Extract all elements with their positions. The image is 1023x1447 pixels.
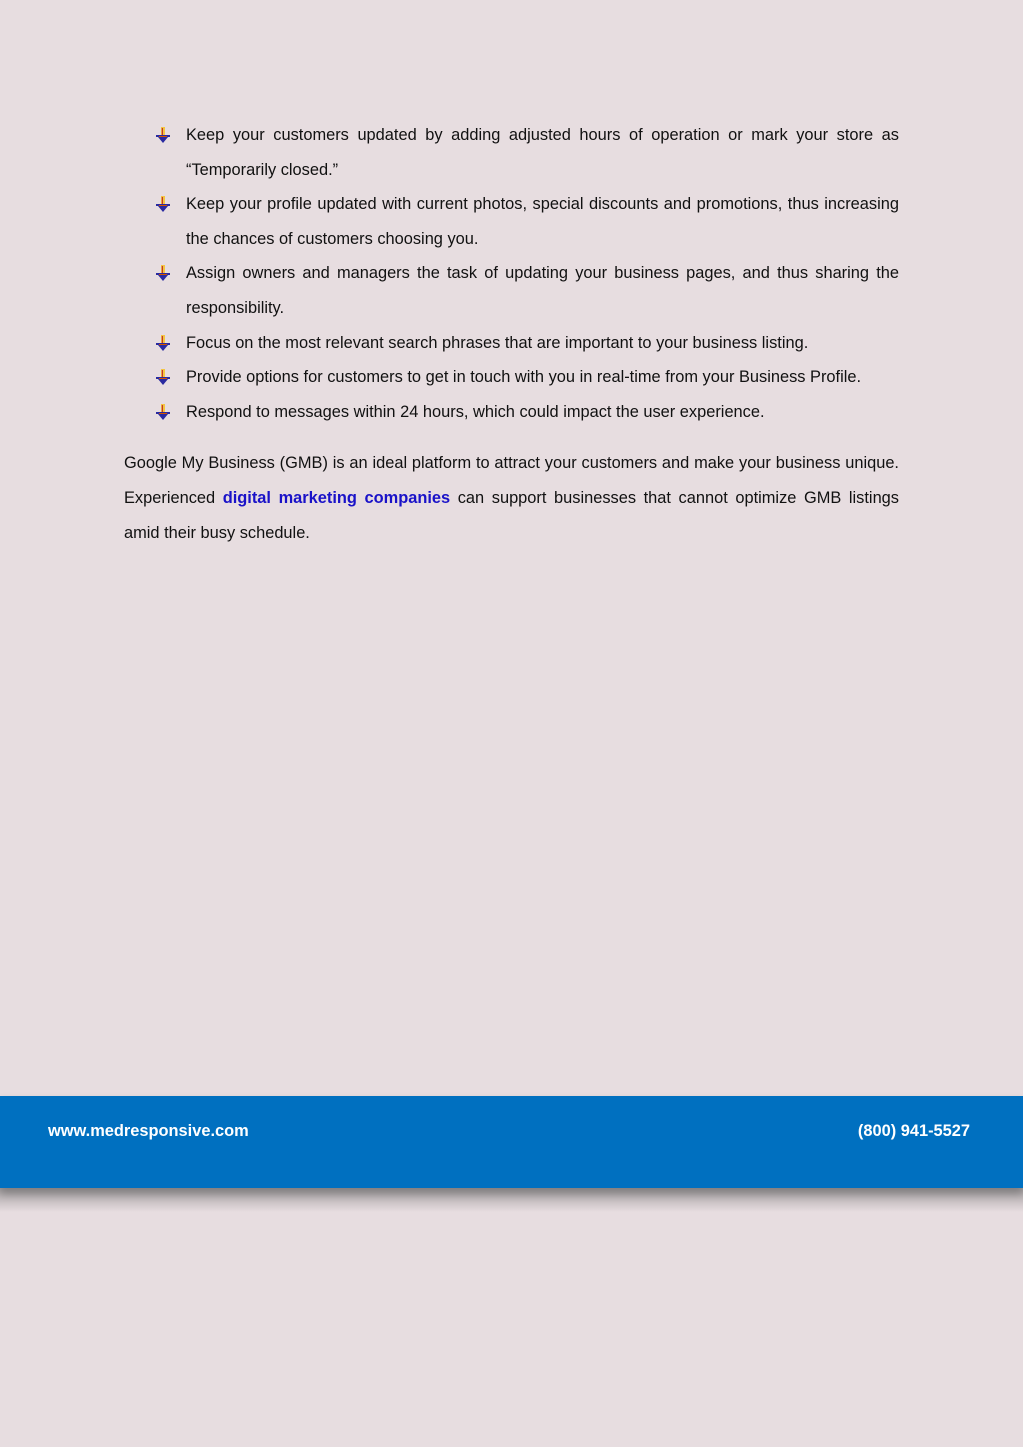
arrow-down-bullet-icon bbox=[155, 127, 171, 143]
arrow-down-bullet-icon bbox=[155, 335, 171, 351]
page-content bbox=[124, 118, 899, 550]
bullet-text: Assign owners and managers the task of updating your business pages, and thus sharing the responsibility. bbox=[186, 264, 899, 317]
arrow-down-bullet-icon bbox=[155, 265, 171, 281]
bullet-text: Focus on the most relevant search phrases that are important to your business listing. bbox=[186, 333, 809, 352]
arrow-down-bullet-icon bbox=[155, 369, 171, 385]
paragraph-text-before-link: Google My Business (GMB) is an ideal platform to attract your customers and make your business unique. Experienced bbox=[124, 454, 899, 507]
arrow-down-bullet-icon bbox=[155, 404, 171, 420]
list-item bbox=[124, 256, 899, 325]
paragraph-text-after-link: can support businesses that cannot optimize GMB listings amid their busy schedule. bbox=[124, 488, 899, 542]
footer-shadow bbox=[0, 1188, 1023, 1212]
footer-phone-number[interactable]: (800) 941-5527 bbox=[857, 1122, 970, 1140]
bullet-text: Respond to messages within 24 hours, which could impact the user experience. bbox=[186, 402, 765, 421]
summary-paragraph bbox=[124, 446, 899, 550]
footer-website-link[interactable]: www.medresponsive.com bbox=[48, 1122, 249, 1140]
list-item bbox=[124, 395, 899, 430]
list-item bbox=[124, 360, 899, 395]
arrow-down-bullet-icon bbox=[155, 196, 171, 212]
list-item bbox=[124, 326, 899, 361]
bullet-text: Keep your profile updated with current photos, special discounts and promotions, thus increasing the chances of customers choosing you. bbox=[186, 195, 899, 248]
list-item bbox=[124, 118, 899, 187]
list-item bbox=[124, 187, 899, 256]
digital-marketing-companies-link[interactable]: digital marketing companies bbox=[222, 488, 451, 507]
bullet-list bbox=[124, 118, 899, 429]
bullet-text: Provide options for customers to get in touch with you in real-time from your Business Profile. bbox=[186, 368, 862, 387]
footer-bar bbox=[0, 1096, 1023, 1188]
bullet-text: Keep your customers updated by adding adjusted hours of operation or mark your store as “Temporarily closed.” bbox=[186, 126, 899, 179]
